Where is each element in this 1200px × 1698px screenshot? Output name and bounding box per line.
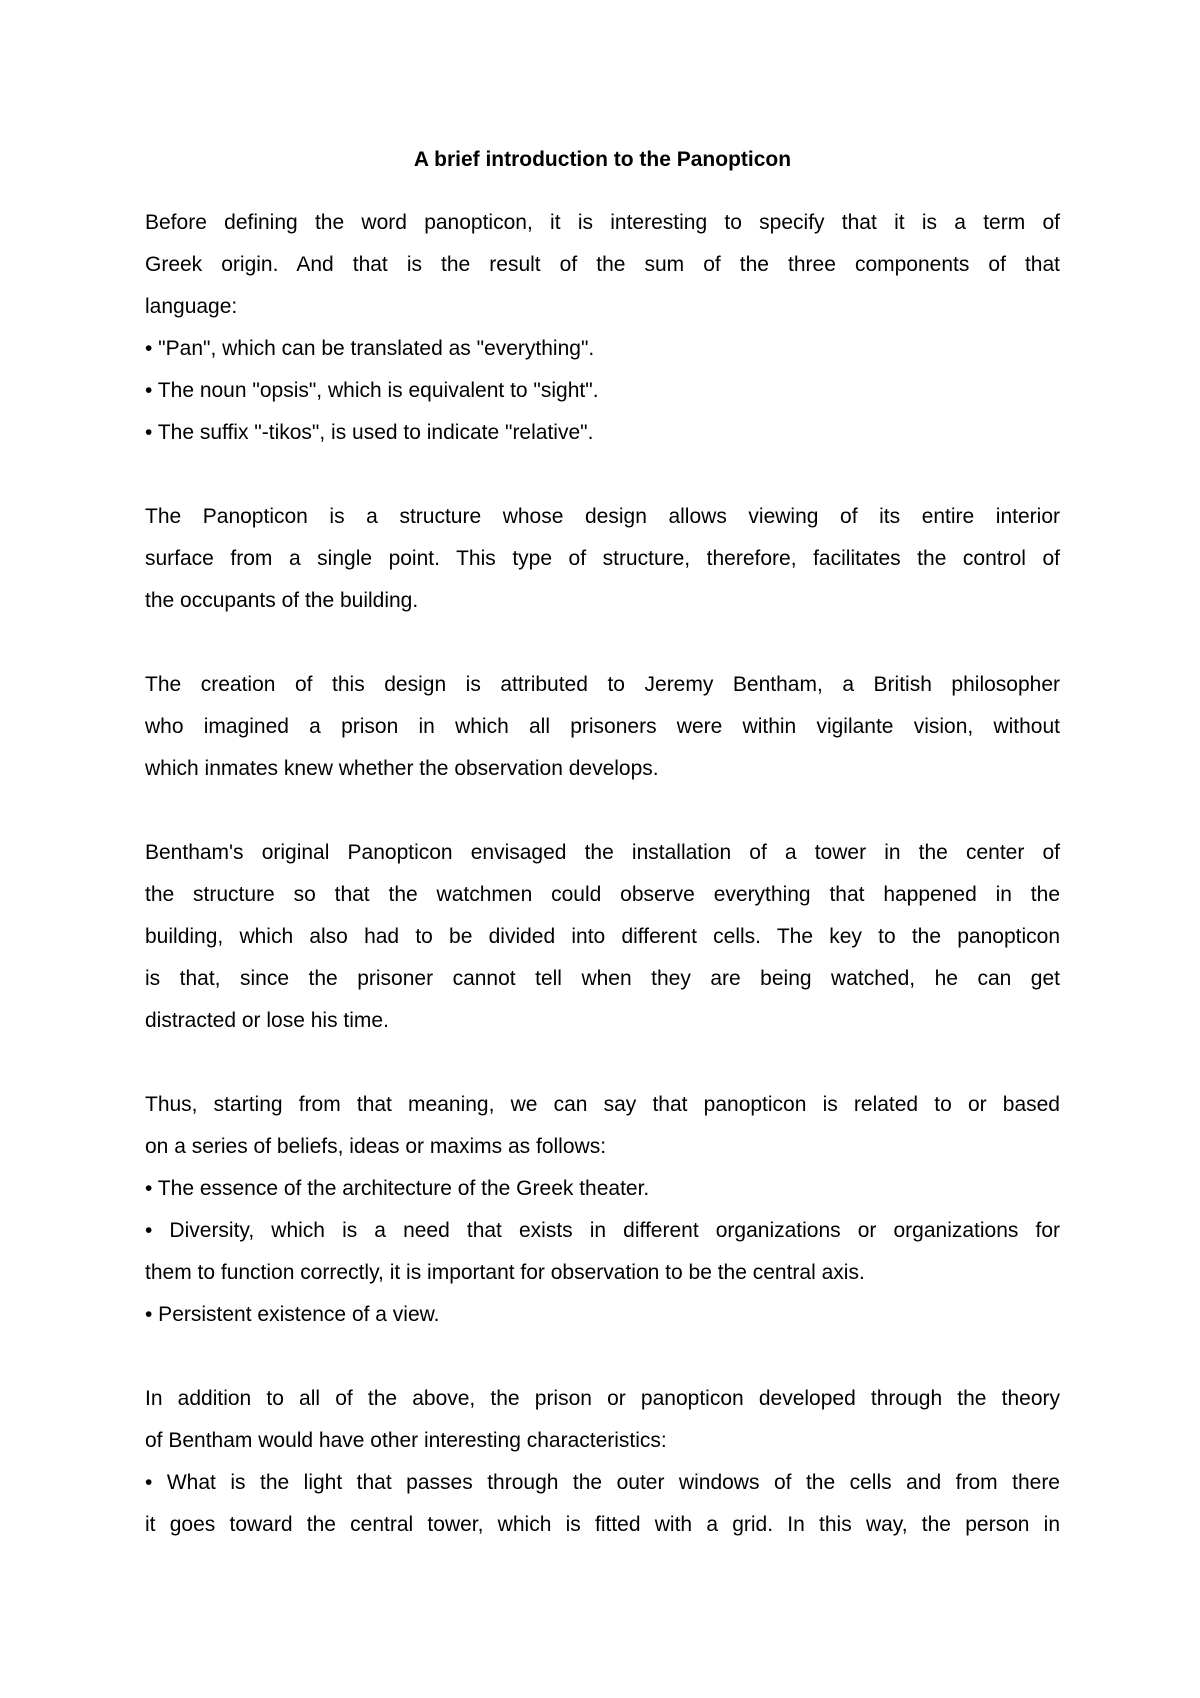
text-line: Before defining the word panopticon, it is interesting to specify that it is a term of [145, 211, 1060, 234]
paragraph [145, 202, 1060, 454]
text-line: Bentham's original Panopticon envisaged the installation of a tower in the center of [145, 841, 1060, 864]
document-title: A brief introduction to the Panopticon [413, 148, 792, 171]
text-line: of Bentham would have other interesting characteristics: [145, 1429, 667, 1452]
bullet-line: • What is the light that passes through the outer windows of the cells and from there [145, 1471, 1060, 1494]
text-line: distracted or lose his time. [145, 1009, 389, 1032]
paragraph-list [145, 202, 1060, 1546]
text-line: which inmates knew whether the observation develops. [145, 757, 659, 780]
bullet-line: • Persistent existence of a view. [145, 1303, 440, 1326]
paragraph [145, 1378, 1060, 1546]
paragraph [145, 832, 1060, 1042]
bullet-line: • The suffix "-tikos", is used to indicate "relative". [145, 421, 594, 444]
document-body [145, 140, 1060, 1588]
paragraph [145, 1084, 1060, 1336]
bullet-line: • Diversity, which is a need that exists in different organizations or organizations for [145, 1219, 1060, 1242]
text-line: Greek origin. And that is the result of the sum of the three components of that [145, 253, 1060, 276]
bullet-line: • The noun "opsis", which is equivalent to "sight". [145, 379, 599, 402]
text-line: The Panopticon is a structure whose design allows viewing of its entire interior [145, 505, 1060, 528]
text-line: who imagined a prison in which all prisoners were within vigilante vision, without [145, 715, 1060, 738]
text-line: them to function correctly, it is important for observation to be the central axis. [145, 1261, 865, 1284]
paragraph [145, 496, 1060, 622]
bullet-line: • "Pan", which can be translated as "everything". [145, 337, 595, 360]
text-line: the structure so that the watchmen could observe everything that happened in the [145, 883, 1060, 906]
text-line: it goes toward the central tower, which is fitted with a grid. In this way, the person in [145, 1513, 1060, 1536]
text-line: on a series of beliefs, ideas or maxims as follows: [145, 1135, 607, 1158]
text-line: language: [145, 295, 238, 318]
text-line: Thus, starting from that meaning, we can say that panopticon is related to or based [145, 1093, 1060, 1116]
paragraph [145, 664, 1060, 790]
text-line: surface from a single point. This type of structure, therefore, facilitates the control of [145, 547, 1060, 570]
text-line: The creation of this design is attributed to Jeremy Bentham, a British philosopher [145, 673, 1060, 696]
text-line: is that, since the prisoner cannot tell when they are being watched, he can get [145, 967, 1060, 990]
text-line: the occupants of the building. [145, 589, 419, 612]
text-line: In addition to all of the above, the prison or panopticon developed through the theory [145, 1387, 1060, 1410]
text-line: building, which also had to be divided into different cells. The key to the panopticon [145, 925, 1060, 948]
bullet-line: • The essence of the architecture of the Greek theater. [145, 1177, 650, 1200]
